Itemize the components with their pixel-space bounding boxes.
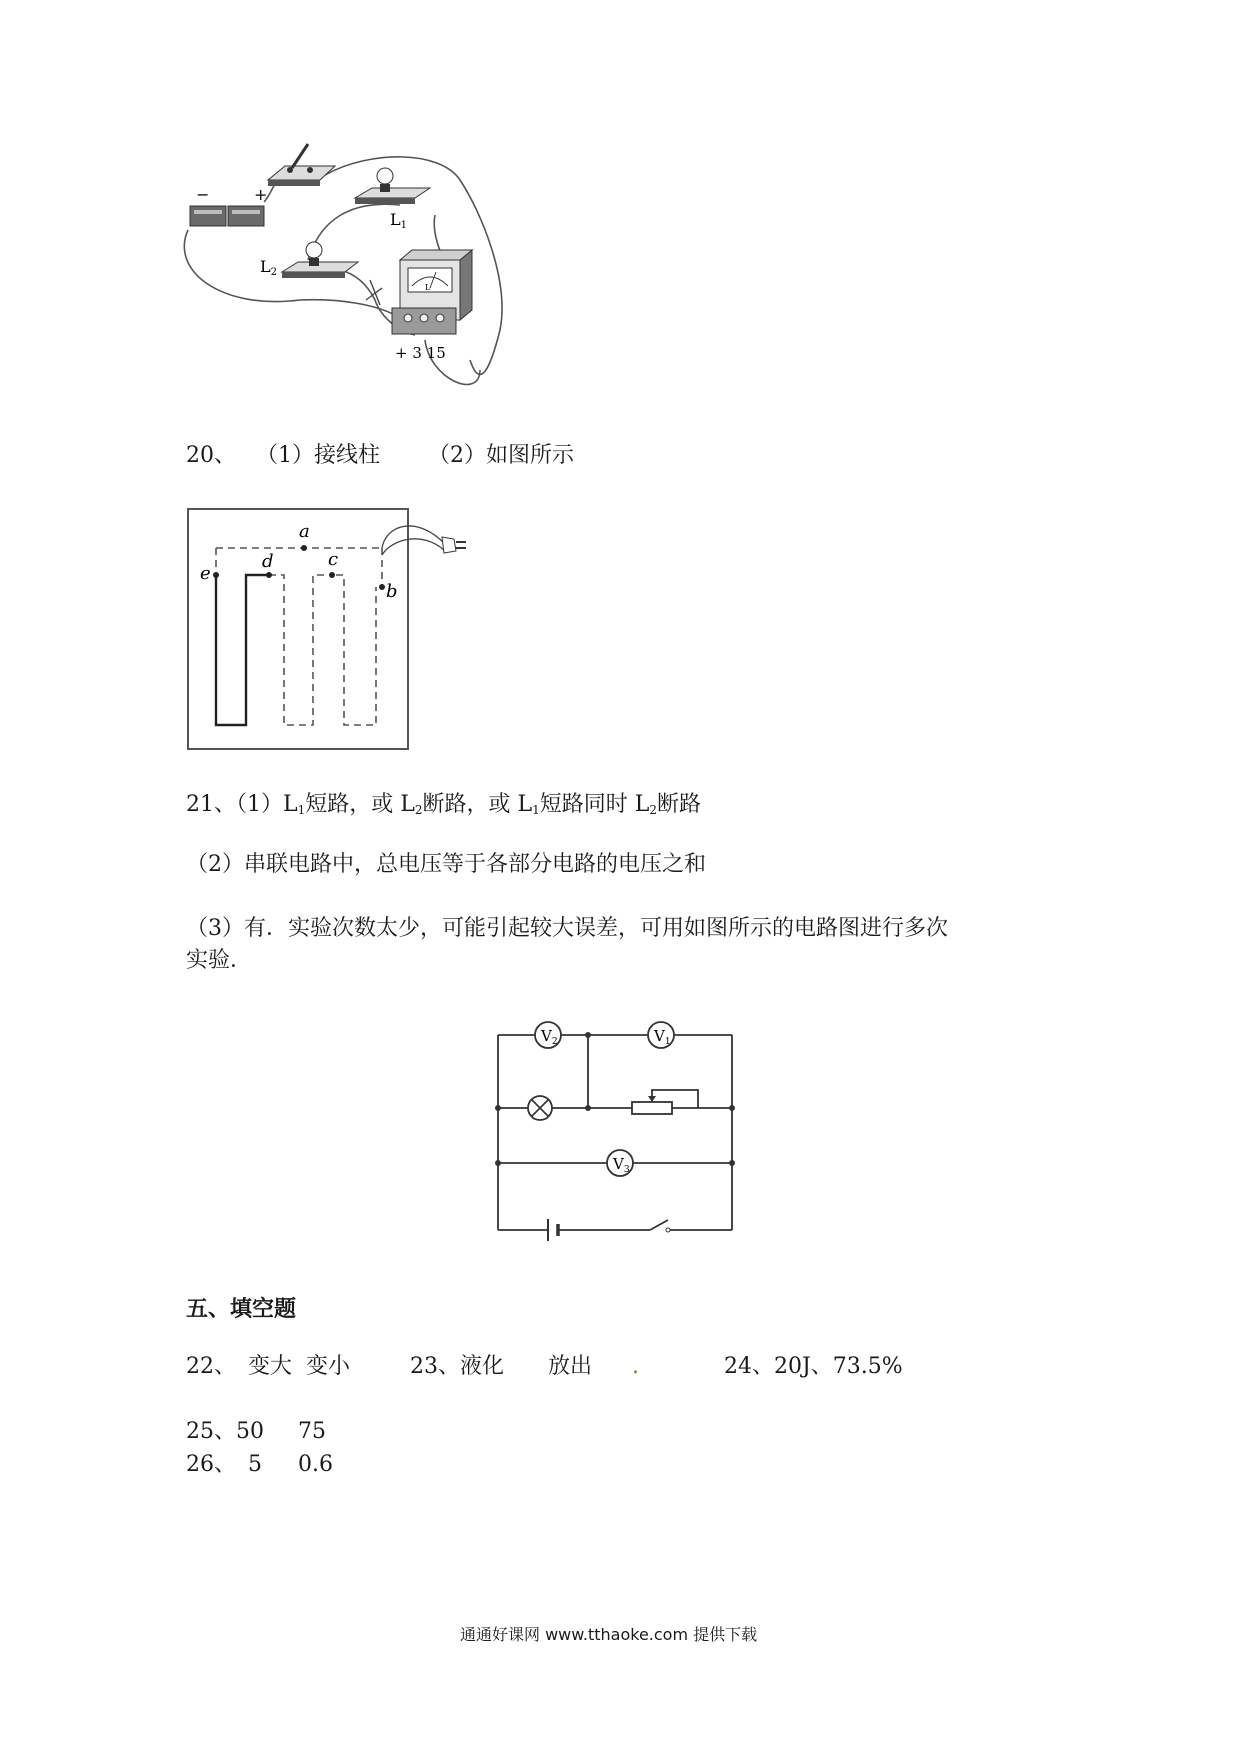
meter-terminals-label: + 3 15 <box>395 344 446 362</box>
board-diagram <box>186 505 496 755</box>
q23-answer: 放出 <box>548 1354 593 1379</box>
point-e-label: e <box>200 563 211 584</box>
footer-text: 通通好课网 www.tthaoke.com 提供下载 <box>460 1625 758 1644</box>
circuit-diagram <box>490 1020 760 1245</box>
point-a-label: a <box>299 521 310 542</box>
q22-answer: 变大 变小 <box>248 1354 350 1379</box>
q25-number: 25、50 <box>186 1419 264 1444</box>
v1-label: $V_1$ <box>654 1027 671 1047</box>
section5-title: 五、填空题 <box>186 1297 297 1322</box>
q26-answer-a: 5 <box>248 1452 262 1477</box>
q21-part2: （2）串联电路中，总电压等于各部分电路的电压之和 <box>186 852 706 877</box>
q26-number: 26、 <box>186 1452 236 1477</box>
q21-part1: 21、$(1)L_1$短路，或 $L_2$断路，或 $L_1$短路同时 $L_2$断路 <box>186 792 702 817</box>
q22-number: 22、 <box>186 1354 236 1379</box>
battery-plus-label: + <box>254 185 268 204</box>
q26-answer-b: 0.6 <box>298 1452 333 1477</box>
l1-label: L1 <box>390 210 407 231</box>
meter-letter: L <box>425 283 431 292</box>
v3-label: $V_3$ <box>613 1155 630 1175</box>
q20-number: 20、 <box>186 443 236 468</box>
q20-part1: （1）接线柱 <box>256 443 380 468</box>
q21-part3-line2: 实验． <box>186 948 253 973</box>
q23-number: 23、液化 <box>410 1354 504 1379</box>
q25-answer: 75 <box>298 1419 326 1444</box>
q21-part3-line1: （3）有．实验次数太少，可能引起较大误差，可用如图所示的电路图进行多次 <box>186 916 948 941</box>
q23-mark: . <box>632 1354 639 1379</box>
v2-label: $V_2$ <box>541 1027 558 1047</box>
q20-part2: （2）如图所示 <box>428 443 574 468</box>
point-c-label: c <box>328 549 339 570</box>
point-b-label: b <box>386 581 398 602</box>
q24-answer: 24、20J、73.5% <box>724 1354 903 1379</box>
l2-label: L2 <box>260 257 277 278</box>
point-d-label: d <box>262 551 274 572</box>
wiring-diagram <box>180 140 560 420</box>
battery-minus-label: − <box>196 185 210 204</box>
